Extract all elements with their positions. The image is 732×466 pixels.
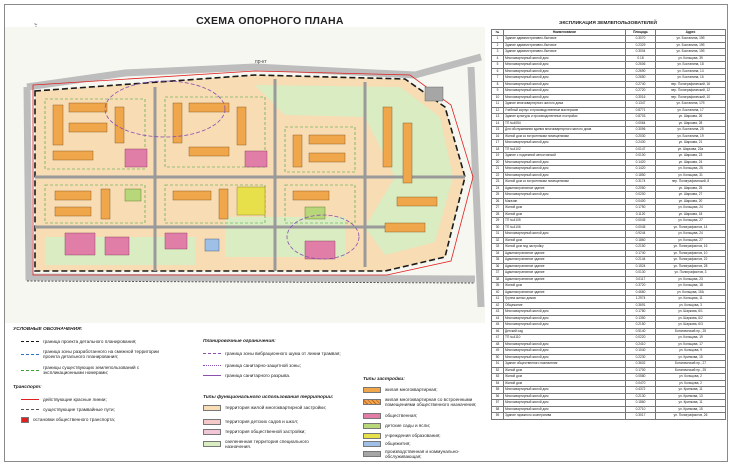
row-address: Ботанический пр., 25	[656, 328, 726, 335]
row-area: 0.2690	[626, 68, 656, 75]
row-address: ул. Шаркова, 20	[656, 198, 726, 205]
row-address: ул. Кольцова, 9	[656, 348, 726, 355]
row-address: ул. Кринкова, 11	[656, 387, 726, 394]
sanitary-zone-icon	[203, 365, 221, 366]
row-address: ул. Кринкова, 15	[656, 406, 726, 413]
row-name: Здание общественного назначения	[504, 361, 626, 368]
restrictions-title: Планировочные ограничения:	[203, 339, 276, 344]
public-swatch	[363, 413, 381, 419]
row-area: 0.2650	[626, 75, 656, 82]
row-name: ТП №4105	[504, 218, 626, 225]
row-number: 53	[492, 374, 504, 381]
row-address: ул. Кольцова, 31	[656, 172, 726, 179]
row-number: 15	[492, 127, 504, 134]
row-area: 0.4660	[626, 289, 656, 296]
row-name: Административное здание	[504, 289, 626, 296]
row-area: 0.3096	[626, 127, 656, 134]
row-name: Многоквартирный жилой дом	[504, 94, 626, 101]
row-name: Жилой дом	[504, 211, 626, 218]
row-address: пер. Полиграфический, 12	[656, 88, 726, 95]
row-address: ул. Кольцова, 27	[656, 218, 726, 225]
explication-title: ЭКСПЛИКАЦИЯ ЗЕМЛЕПОЛЬЗОВАТЕЛЕЙ	[559, 21, 657, 26]
row-area: 0.3602	[626, 361, 656, 368]
row-name: ТП №4054	[504, 120, 626, 127]
row-name: Здание с подземной автостоянкой	[504, 153, 626, 160]
row-address: пер. Полиграфический, 10	[656, 94, 726, 101]
row-number: 34	[492, 250, 504, 257]
row-number: 13	[492, 114, 504, 121]
row-address: ул. Кольцова, 24	[656, 205, 726, 212]
row-name: Многоквартирный жилой дом	[504, 68, 626, 75]
row-name: Многоквартирный жилой дом	[504, 341, 626, 348]
row-area: 0.1740	[626, 250, 656, 257]
row-number: 21	[492, 166, 504, 173]
red-line-icon	[21, 399, 39, 400]
row-address: ул. Шаркова, 6/1	[656, 309, 726, 316]
row-name: Здание культуры и производственные постройки	[504, 114, 626, 121]
row-name: Многоквартирный жилой дом	[504, 81, 626, 88]
row-address: ул. Кольцова, 17	[656, 341, 726, 348]
legend-transport-row: действующие красные линии;	[21, 397, 107, 402]
row-address: ул. Бостанина, 19	[656, 133, 726, 140]
row-address: ул. Полиграфистов, 3	[656, 270, 726, 277]
row-number: 44	[492, 315, 504, 322]
row-number: 50	[492, 354, 504, 361]
row-area: 0.1850	[626, 172, 656, 179]
row-number: 43	[492, 309, 504, 316]
row-number: 42	[492, 302, 504, 309]
row-number: 22	[492, 172, 504, 179]
row-address: ул. Шаркова, 6/3	[656, 322, 726, 329]
row-address: ул. Кольцова, 25	[656, 166, 726, 173]
row-number: 5	[492, 62, 504, 69]
row-number: 32	[492, 237, 504, 244]
row-number: 10	[492, 94, 504, 101]
row-address: ул. Кольцова, 27	[656, 237, 726, 244]
legend-building-row: жилая многоквартирная;	[363, 387, 438, 393]
row-address: пер. Полиграфический, 16	[656, 81, 726, 88]
row-name: Административное здание	[504, 185, 626, 192]
row-number: 1	[492, 36, 504, 43]
boundary-line-icon	[21, 341, 39, 342]
row-number: 33	[492, 244, 504, 251]
row-address: ул. Шаркова, 6/2	[656, 315, 726, 322]
row-area: 0.0064	[626, 120, 656, 127]
row-area: 0.5140	[626, 328, 656, 335]
row-name: Жилой дом	[504, 205, 626, 212]
row-number: 47	[492, 335, 504, 342]
row-name: Здание гаражного кооператива	[504, 413, 626, 420]
explication-table	[491, 29, 726, 420]
transit-stop-icon	[21, 417, 29, 423]
legend-zone-row: территория жилой многоквартирной застройки;	[203, 405, 333, 411]
row-area: 0.2150	[626, 322, 656, 329]
legend-building-row: общественная;	[363, 413, 417, 419]
row-area: 0.2030	[626, 133, 656, 140]
legend-restriction-row: граница санитарно-защитной зоны;	[203, 363, 301, 368]
row-address: ул. Кольцова, 23	[656, 276, 726, 283]
row-name: Административное здание	[504, 257, 626, 264]
row-address: ул. Бостанина, 16	[656, 75, 726, 82]
sanitary-gap-icon	[203, 375, 221, 376]
row-address: ул. Шаркова, 28	[656, 120, 726, 127]
legend-restriction-row: граница зоны вибрационного шума от линии трамвая;	[203, 351, 343, 356]
row-number: 54	[492, 380, 504, 387]
row-area: 0.1524	[626, 263, 656, 270]
row-area: 0.8771	[626, 107, 656, 114]
row-area: 0.0045	[626, 224, 656, 231]
row-area: 0.1420	[626, 166, 656, 173]
row-number: 45	[492, 322, 504, 329]
row-address: ул. Кольцова, 39	[656, 55, 726, 62]
legend-title: УСЛОВНЫЕ ОБОЗНАЧЕНИЯ:	[13, 327, 83, 332]
row-number: 56	[492, 393, 504, 400]
legend-boundary-row: границы существующих землепользований с экспликационными номерами;	[21, 365, 171, 376]
table-row	[492, 413, 726, 420]
row-area: 0.1780	[626, 309, 656, 316]
row-name: Жилой дом со встроенными помещениями	[504, 133, 626, 140]
row-number: 58	[492, 406, 504, 413]
row-area: 0.1860	[626, 237, 656, 244]
row-area: 0.3691	[626, 302, 656, 309]
row-area: 0.9244	[626, 231, 656, 238]
col-number-header: №	[492, 30, 504, 36]
row-name: Многоквартирный жилой дом	[504, 62, 626, 69]
row-area: 0.3174	[626, 179, 656, 186]
row-address: ул. Кольцова, 15А	[656, 289, 726, 296]
dormitory-swatch	[363, 441, 381, 447]
legend-boundary-row: граница зоны разработанного на смежной территории проекта детального планирования;	[21, 349, 171, 360]
row-number: 11	[492, 101, 504, 108]
row-name: Многоквартирный жилой дом	[504, 393, 626, 400]
row-name: Многоквартирный жилой дом	[504, 387, 626, 394]
col-address-header: Адрес	[656, 30, 726, 36]
row-area: 0.1120	[626, 211, 656, 218]
legend-building-row: производственная и коммунально-обслуживающая;	[363, 449, 483, 460]
row-name: Административное здание	[504, 270, 626, 277]
transport-title: Транспорт:	[13, 385, 42, 390]
row-area: 0.3070	[626, 36, 656, 43]
row-name: Здание многоквартирного жилого дома	[504, 101, 626, 108]
row-address: ул. Кринкова, 11	[656, 400, 726, 407]
row-number: 28	[492, 211, 504, 218]
row-name: Многоквартирный жилой дом	[504, 231, 626, 238]
legend-restriction-row: граница санитарного разрыва.	[203, 373, 290, 378]
row-number: 46	[492, 328, 504, 335]
row-address: ул. Полиграфистов, 14	[656, 224, 726, 231]
mixed-use-swatch	[363, 399, 381, 405]
legend-zone-row: территория общественной застройки;	[203, 429, 306, 435]
legend-transport-row: остановки общественного транспорта;	[21, 417, 115, 423]
legend-zone-row: территория детских садов и школ;	[203, 419, 298, 425]
row-area: 0.0100	[626, 153, 656, 160]
row-name: Административное здание	[504, 276, 626, 283]
row-area: 0.1420	[626, 159, 656, 166]
row-name: Многоквартирный жилой дом	[504, 406, 626, 413]
row-number: 40	[492, 289, 504, 296]
production-building	[425, 87, 443, 101]
row-name: Многоквартирный жилой дом	[504, 309, 626, 316]
row-number: 7	[492, 75, 504, 82]
row-address: ул. Полиграфистов, 26	[656, 413, 726, 420]
row-area: 0.4372	[626, 387, 656, 394]
row-address: ул. Кольцова, 11	[656, 296, 726, 303]
row-area: 0.1040	[626, 348, 656, 355]
row-area: 0.1350	[626, 315, 656, 322]
public-zone-swatch	[203, 429, 221, 435]
row-area: 0.1347	[626, 101, 656, 108]
row-number: 36	[492, 263, 504, 270]
row-name: Административное здание	[504, 250, 626, 257]
row-area: 0.2740	[626, 81, 656, 88]
vibration-zone-icon	[203, 353, 221, 354]
row-area: 0.0580	[626, 374, 656, 381]
row-name: ТП №4106	[504, 224, 626, 231]
north-label: С	[34, 23, 38, 26]
row-address: ул. Полиграфистов, 22	[656, 257, 726, 264]
row-address: ул. Полиграфистов, 16	[656, 244, 726, 251]
residential-zone-swatch	[203, 405, 221, 411]
row-area: 0.1750	[626, 205, 656, 212]
kindergarten-swatch	[363, 423, 381, 429]
row-area: 0.0220	[626, 335, 656, 342]
row-number: 18	[492, 146, 504, 153]
row-number: 26	[492, 198, 504, 205]
row-address: пер. Полиграфический, 8	[656, 179, 726, 186]
legend-zone-row: озелененная территория специального назначения.	[203, 439, 333, 450]
row-number: 59	[492, 413, 504, 420]
row-name: Многоквартирный жилой дом	[504, 172, 626, 179]
row-number: 51	[492, 361, 504, 368]
row-number: 35	[492, 257, 504, 264]
row-address: ул. Кольцова, 18	[656, 283, 726, 290]
row-number: 52	[492, 367, 504, 374]
row-number: 2	[492, 42, 504, 49]
row-name: Общежитие	[504, 302, 626, 309]
row-name: Жилой дом	[504, 367, 626, 374]
legend	[13, 327, 485, 459]
legend-building-row: жилая многоквартирная со встроенными помещениями общественного назначения;	[363, 397, 483, 408]
dormitory-building	[205, 239, 219, 251]
row-area: 0.0045	[626, 218, 656, 225]
row-name: Многоквартирный жилой дом	[504, 88, 626, 95]
row-address: ул. Бостанина, 18	[656, 62, 726, 69]
row-name: Для обслуживания здания многоквартирного жилого дома	[504, 127, 626, 134]
row-area: 0.2430	[626, 140, 656, 147]
row-area: 0.2150	[626, 244, 656, 251]
green-zone-swatch	[203, 441, 221, 447]
row-area: 0.2230	[626, 354, 656, 361]
row-area: 0.3004	[626, 49, 656, 56]
row-address: ул. Шаркова, 25	[656, 185, 726, 192]
row-address: ул. Кринкова, 15	[656, 354, 726, 361]
row-address: ул. Шаркова, 26	[656, 114, 726, 121]
row-name: Магазин	[504, 198, 626, 205]
row-number: 31	[492, 231, 504, 238]
row-address: ул. Бостанина, 25	[656, 127, 726, 134]
row-name: Группа жилых домов	[504, 296, 626, 303]
row-address: ул. Бостанина, 17	[656, 107, 726, 114]
row-area: 0.2710	[626, 406, 656, 413]
row-address: Ботанический пр., 27	[656, 361, 726, 368]
row-name: Многоквартирный жилой дом	[504, 322, 626, 329]
row-address: ул. Бостанина, 19б	[656, 49, 726, 56]
row-area: 0.18	[626, 55, 656, 62]
row-area: 1.2974	[626, 296, 656, 303]
opornyi-plan-map[interactable]	[5, 27, 485, 323]
adjacent-boundary-icon	[21, 354, 39, 355]
row-name: Многоквартирный жилой дом	[504, 166, 626, 173]
row-number: 12	[492, 107, 504, 114]
row-number: 6	[492, 68, 504, 75]
row-name: Многоквартирный жилой дом	[504, 192, 626, 199]
row-area: 0.0147	[626, 146, 656, 153]
row-number: 8	[492, 81, 504, 88]
row-name: Жилой дом со встроенными помещениями	[504, 179, 626, 186]
row-name: Многоквартирный жилой дом	[504, 159, 626, 166]
row-name: Здание административно-бытовое	[504, 49, 626, 56]
row-address: ул. Бостанина, 17б	[656, 101, 726, 108]
row-number: 20	[492, 159, 504, 166]
row-name: Жилой дом	[504, 283, 626, 290]
row-address: ул. Полиграфистов, 28	[656, 263, 726, 270]
row-name: ТП №4102	[504, 146, 626, 153]
row-name: Жилой дом	[504, 380, 626, 387]
row-name: Многоквартирный жилой дом	[504, 55, 626, 62]
row-name: Многоквартирный жилой дом	[504, 348, 626, 355]
row-name: Многоквартирный жилой дом	[504, 315, 626, 322]
row-name: Учебный корпус и производственные мастерские	[504, 107, 626, 114]
row-address: ул. Кольцова, 19	[656, 335, 726, 342]
row-address: ул. Бостанина, 19б	[656, 36, 726, 43]
row-number: 57	[492, 400, 504, 407]
row-address: ул. Бостанина, 19б	[656, 42, 726, 49]
row-address: ул. Полиграфистов, 10	[656, 250, 726, 257]
row-area: 0.3016	[626, 94, 656, 101]
legend-building-row: учреждения образования;	[363, 433, 441, 439]
row-number: 41	[492, 296, 504, 303]
row-number: 4	[492, 55, 504, 62]
row-area: 0.0470	[626, 380, 656, 387]
row-name: Многоквартирный жилой дом	[504, 75, 626, 82]
buildings-title: Типы застройки:	[363, 377, 405, 382]
legend-building-row: общежития;	[363, 441, 411, 447]
plan-sheet	[4, 4, 728, 462]
row-number: 30	[492, 224, 504, 231]
row-address: ул. Шаркова, 22а	[656, 146, 726, 153]
row-area: 0.0200	[626, 192, 656, 199]
row-area: 0.2050	[626, 185, 656, 192]
row-name: Административное здание	[504, 263, 626, 270]
row-area: 0.0130	[626, 270, 656, 277]
row-number: 49	[492, 348, 504, 355]
legend-building-row: детские сады и ясли;	[363, 423, 430, 429]
row-name: Многоквартирный жилой дом	[504, 354, 626, 361]
row-address: ул. Кольцова, 2	[656, 380, 726, 387]
street-label: пр-кт	[255, 59, 267, 65]
row-address: ул. Кольцова, 2	[656, 374, 726, 381]
education-swatch	[363, 433, 381, 439]
map-title: СХЕМА ОПОРНОГО ПЛАНА	[196, 15, 344, 27]
legend-boundary-row: граница проекта детального планирования;	[21, 339, 136, 344]
row-name: Многоквартирный жилой дом	[504, 140, 626, 147]
row-name: Здание административно-бытовое	[504, 36, 626, 43]
row-number: 14	[492, 120, 504, 127]
row-area: 0.3720	[626, 283, 656, 290]
row-number: 38	[492, 276, 504, 283]
row-number: 37	[492, 270, 504, 277]
plot-boundary-icon	[21, 370, 39, 371]
row-area: 0.2606	[626, 62, 656, 69]
row-number: 48	[492, 341, 504, 348]
row-address: ул. Шаркова, 18	[656, 211, 726, 218]
row-area: 0.3017	[626, 413, 656, 420]
row-number: 55	[492, 387, 504, 394]
row-number: 3	[492, 49, 504, 56]
row-name: ТП №4110	[504, 335, 626, 342]
row-number: 9	[492, 88, 504, 95]
row-number: 29	[492, 218, 504, 225]
tram-track-icon	[21, 409, 39, 410]
multi-storey-swatch	[363, 387, 381, 393]
row-name: Жилой дом	[504, 237, 626, 244]
row-address: ул. Шаркова, 21	[656, 140, 726, 147]
row-area: 0.2144	[626, 257, 656, 264]
row-name: Детский сад	[504, 328, 626, 335]
row-address: ул. Кольцова, 3	[656, 302, 726, 309]
row-address: ул. Бостанина, 14	[656, 68, 726, 75]
row-number: 24	[492, 185, 504, 192]
row-number: 17	[492, 140, 504, 147]
row-area: 0.1860	[626, 400, 656, 407]
row-area: 0.2720	[626, 88, 656, 95]
row-area: 0.8703	[626, 114, 656, 121]
row-area: 0.2130	[626, 393, 656, 400]
row-address: ул. Шаркова, 27	[656, 192, 726, 199]
col-name-header: Наименование	[504, 30, 626, 36]
row-number: 39	[492, 283, 504, 290]
row-number: 19	[492, 153, 504, 160]
production-swatch	[363, 451, 381, 457]
row-number: 25	[492, 192, 504, 199]
row-address: ул. Шаркова, 23	[656, 153, 726, 160]
row-area: 0.0400	[626, 198, 656, 205]
row-name: Жилой дом под застройку	[504, 244, 626, 251]
row-address: ул. Кринкова, 13	[656, 393, 726, 400]
row-address: Ботанический пр., 25	[656, 367, 726, 374]
row-area: 0.0117	[626, 276, 656, 283]
row-address: ул. Шаркова, 24	[656, 159, 726, 166]
school-zone-swatch	[203, 419, 221, 425]
row-area: 0.2329	[626, 42, 656, 49]
row-address: ул. Кольцова, 24	[656, 231, 726, 238]
row-name: Жилой дом	[504, 374, 626, 381]
zones-title: Типы функционального использования территории:	[203, 395, 334, 400]
row-area: 0.1700	[626, 367, 656, 374]
row-number: 27	[492, 205, 504, 212]
row-number: 23	[492, 179, 504, 186]
row-name: Многоквартирный жилой дом	[504, 400, 626, 407]
row-number: 16	[492, 133, 504, 140]
legend-transport-row: существующие трамвайные пути;	[21, 407, 115, 412]
row-name: Здание административно-бытовое	[504, 42, 626, 49]
row-area: 0.2410	[626, 341, 656, 348]
col-area-header: Площадь	[626, 30, 656, 36]
